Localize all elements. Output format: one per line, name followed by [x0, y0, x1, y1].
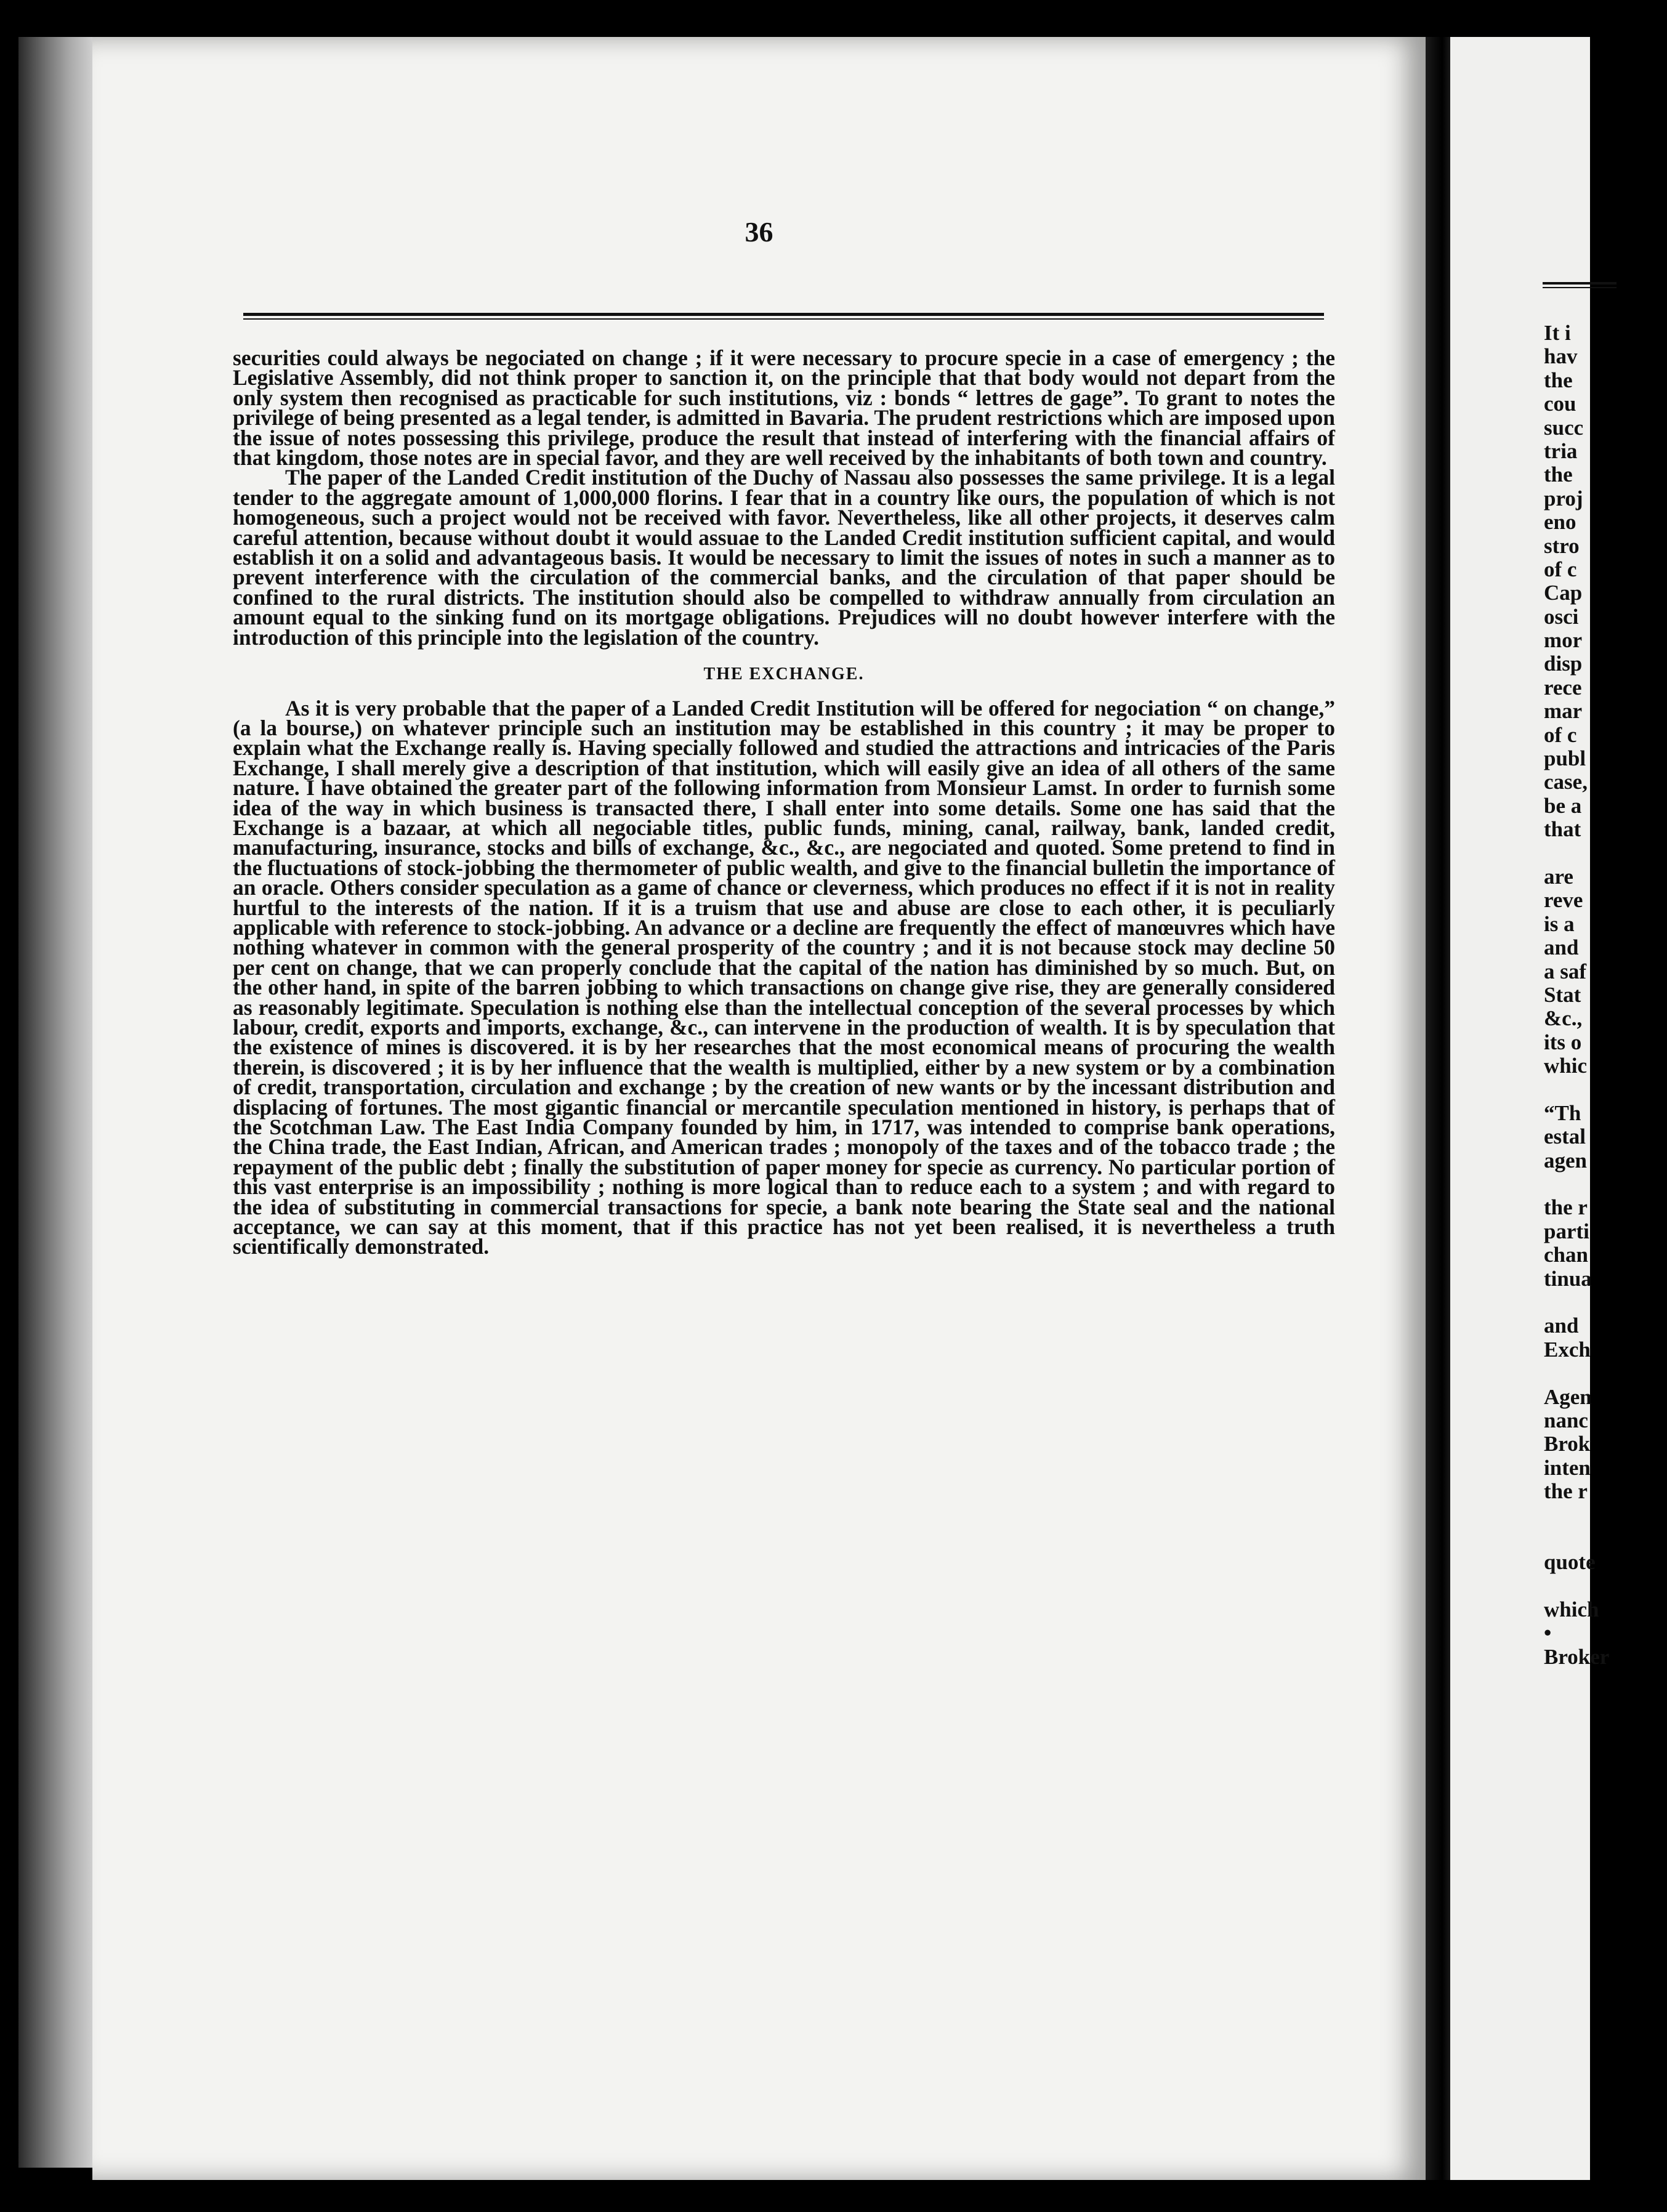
facing-line [1544, 1362, 1667, 1385]
facing-line [1544, 1078, 1667, 1102]
book-gutter [1426, 37, 1453, 2180]
facing-line: and [1544, 1314, 1579, 1338]
facing-line: of c [1544, 722, 1577, 747]
facing-line: stro [1544, 533, 1580, 558]
facing-line: hav [1544, 344, 1578, 369]
previous-page-edge [18, 37, 92, 2168]
facing-line: cou [1544, 392, 1576, 416]
facing-line: Exch [1544, 1337, 1591, 1362]
facing-line: mor [1544, 628, 1583, 653]
facing-line: and [1544, 935, 1579, 960]
facing-header-rule [1543, 282, 1617, 288]
facing-line: which [1544, 1597, 1599, 1622]
facing-line: mar [1544, 699, 1583, 724]
facing-line [1544, 842, 1667, 865]
paragraph-3: As it is very probable that the paper of a Landed Credit Institution will be offered for negociation “ on change,” (a la bourse,) on whatever principle such an institution may be established in this country ; it may be proper to explain what the Exchange really is. Having specially followed and studied the attractions and intricacies of the Paris Exchange, I shall merely give a description of that institution, which will easily give an idea of all others of the same nature. I have obtained the greater part of the following information from Monsieur Lamst. In order to furnish some idea of the way in which business is transacted there, I shall enter into some details. Some one has said that the Exchange is a bazaar, at which all negociable titles, public funds, mining, canal, railway, bank, landed credit, manufacturing, insurance, stocks and bills of exchange, &c., &c., are negociated and quoted. Some pretend to find in the fluctuations of stock-jobbing the thermometer of public wealth, and give to the financial bulletin the importance of an oracle. Others consider speculation as a game of chance or cleverness, which produces no effect if it is not in reality hurtful to the interests of the nation. If it is a truism that use and abuse are close to each other, it is peculiarly applicable with reference to stock-jobbing. An advance or a decline are frequently the effect of manœuvres which have nothing whatever in common with the general prosperity of the country ; and it is not because stock may decline 50 per cent on change, that we can properly conclude that the capital of the nation has diminished by so much. But, on the other hand, in spite of the barren jobbing to which transactions on change give rise, they are generally considered as reasonably legitimate. Speculation is nothing else than the intellectual conception of the several processes by which labour, credit, exports and imports, exchange, &c., can intervene in the production of wealth. It is by speculation that the existence of mines is discovered. it is by her researches that the most economical means of procuring the wealth therein, is discovered ; it is by her influence that the wealth is multiplied, either by a new system or by a combination of credit, transportation, circulation and exchange ; by the creation of new wants or by the incessant distribution and displacing of fortunes. The most gigantic financial or mercantile speculation mentioned in history, is perhaps that of the Scotchman Law. The East India Company founded by him, in 1717, was intended to comprise bank operations, the China trade, the East Indian, African, and American trades ; monopoly of the taxes and of the tobacco trade ; the repayment of the public debt ; finally the substitution of paper money for specie as currency. No particular portion of this vast enterprise is an impossibility ; nothing is more logical than to reduce each to a system ; and with regard to the idea of substituting in commercial transactions for specie, a bank note bearing the State seal and the national acceptance, we can say at this moment, that if this practice has not yet been realised, it is nevertheless a truth scientifically demonstrated. [233, 695, 1335, 1259]
facing-line: nanc [1544, 1408, 1588, 1432]
paragraph-1: securities could always be negociated on change ; if it were necessary to procure specie in a case of emergency ; the Legislative Assembly, did not think proper to sanction it, on the principle that that body would not depart from the only system then recognised as practicable for such institutions, viz : bonds “ lettres de gage”. To grant to notes the privilege of being presented as a legal tender, is admitted in Bavaria. The prudent restrictions which are imposed upon the issue of notes possessing this privilege, produce the result that instead of interfering with the financial affairs of that kingdom, those notes are in special favor, and they are well received by the inhabitants of both town and country. [233, 345, 1335, 470]
facing-line: It i [1544, 321, 1571, 345]
facing-line: the r [1544, 1195, 1588, 1220]
facing-line: reve [1544, 888, 1583, 913]
facing-line: its o [1544, 1030, 1582, 1054]
page-number: 36 [745, 216, 773, 248]
facing-line: quote [1544, 1550, 1596, 1575]
header-rule [243, 313, 1324, 320]
book-page [92, 37, 1426, 2180]
facing-line: disp [1544, 652, 1583, 676]
facing-line: Cap [1544, 581, 1583, 605]
facing-line: Agen [1544, 1384, 1592, 1409]
facing-line: eno [1544, 510, 1576, 535]
facing-line: • [1544, 1621, 1552, 1645]
facing-page-text [1544, 321, 1667, 1669]
facing-line: the [1544, 368, 1573, 392]
facing-line: case, [1544, 770, 1588, 794]
facing-line: rece [1544, 675, 1582, 700]
facing-line: Broker [1544, 1644, 1610, 1669]
facing-line: parti [1544, 1219, 1589, 1243]
text-column [233, 345, 1335, 1259]
facing-line: the [1544, 462, 1573, 487]
facing-line: is a [1544, 911, 1575, 936]
facing-line [1544, 1575, 1667, 1598]
facing-line: proj [1544, 486, 1583, 511]
facing-line: tria [1544, 438, 1578, 463]
facing-line: estal [1544, 1124, 1586, 1149]
facing-line: that [1544, 817, 1581, 842]
facing-line: Stat [1544, 982, 1581, 1007]
facing-line [1544, 1527, 1667, 1551]
facing-line: a saf [1544, 959, 1587, 983]
facing-line: chan [1544, 1243, 1588, 1267]
facing-line: agen [1544, 1148, 1587, 1173]
section-heading: THE EXCHANGE. [703, 664, 865, 684]
facing-line: osci [1544, 604, 1579, 629]
facing-line: Brok [1544, 1432, 1591, 1456]
facing-line: &c., [1544, 1006, 1583, 1031]
facing-line: be a [1544, 793, 1582, 818]
facing-line: the r [1544, 1479, 1588, 1504]
facing-line [1544, 1173, 1667, 1196]
facing-page [1450, 37, 1610, 2180]
facing-line: whic [1544, 1054, 1587, 1078]
facing-line: tinua [1544, 1266, 1592, 1291]
facing-line: are [1544, 864, 1573, 889]
facing-line: succ [1544, 415, 1584, 440]
facing-line [1544, 1504, 1667, 1527]
facing-line: publ [1544, 746, 1586, 771]
facing-line: “Th [1544, 1100, 1581, 1125]
paragraph-2: The paper of the Landed Credit institution of the Duchy of Nassau also possesses the same privilege. It is a legal tender to the aggregate amount of 1,000,000 florins. I fear that in a country like ours, the population of which is not homogeneous, such a project would not be received with favor. Nevertheless, like all other projects, it deserves calm careful attention, because without doubt it would assuae to the Landed Credit institution sufficient capital, and would establish it on a solid and advantageous basis. It would be necessary to limit the issues of notes in such a manner as to prevent interference with the circulation of the commercial banks, and the circulation of that paper should be confined to the rural districts. The institution should also be compelled to withdraw annually from circulation an amount equal to the sinking fund on its mortgage obligations. Prejudices will no doubt however interfere with the introduction of this principle into the legislation of the country. [233, 465, 1335, 650]
facing-line: inten [1544, 1455, 1591, 1480]
facing-line [1544, 1291, 1667, 1314]
facing-line: of c [1544, 557, 1577, 581]
